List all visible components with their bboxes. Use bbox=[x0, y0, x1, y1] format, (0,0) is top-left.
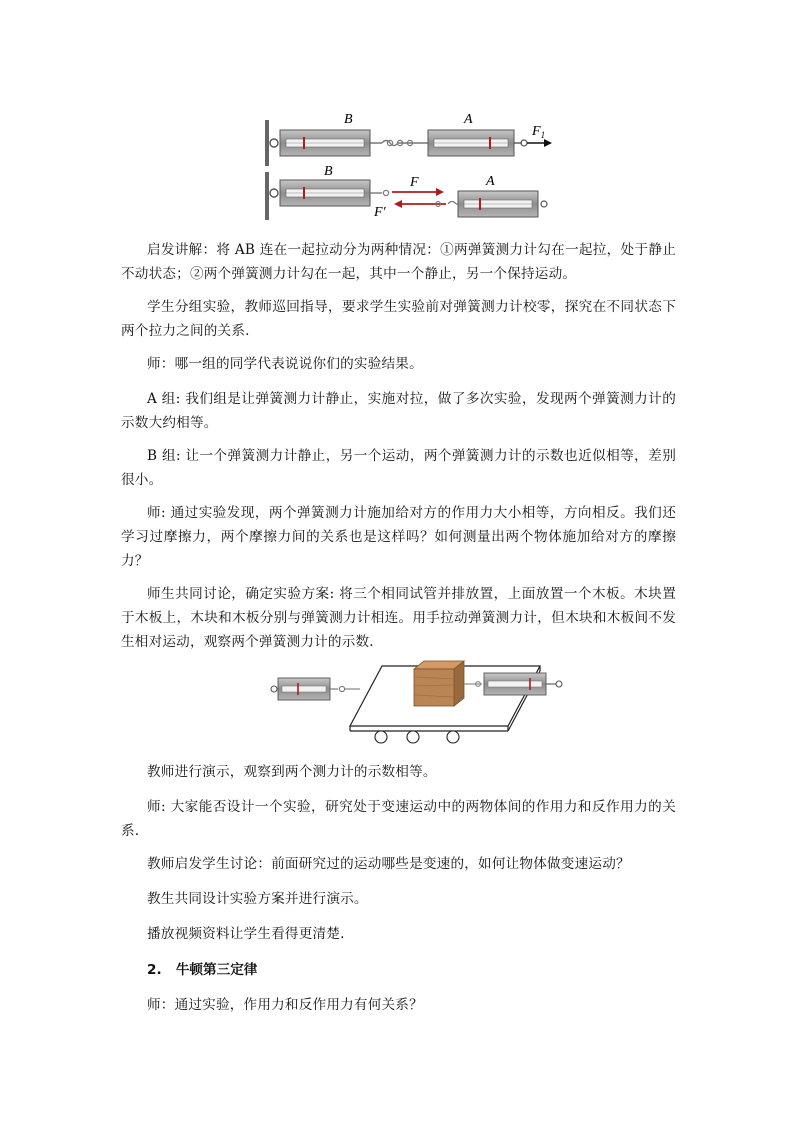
paragraph-heuristic: 启发讲解：将 AB 连在一起拉动分为两种情况：①两弹簧测力计勾在一起拉，处于静止不动状态；②两个弹簧测力计勾在一起，其中一个静止，另一个保持运动。 bbox=[121, 242, 676, 282]
label-a-row2: A bbox=[486, 174, 495, 189]
friction-experiment-figure bbox=[268, 660, 578, 748]
wall-2 bbox=[265, 172, 269, 220]
paragraph-group-a: A 组: 我们组是让弹簧测力计静止，实施对拉，做了多次实验，发现两个弹簧测力计的示数大约相等。 bbox=[121, 391, 676, 431]
section-number: 2. bbox=[147, 962, 162, 978]
balance-row-2 bbox=[265, 164, 547, 220]
paragraph-joint-design: 教生共同设计实验方案并进行演示。 bbox=[147, 891, 368, 907]
label-f: F bbox=[410, 175, 419, 190]
paragraph-design-question: 师: 大家能否设计一个实验，研究处于变速运动中的两物体间的作用力和反作用力的关系. bbox=[121, 799, 676, 839]
test-tubes bbox=[375, 731, 462, 743]
spring-balance-a-1 bbox=[428, 130, 514, 156]
paragraph-demo: 教师进行演示，观察到两个测力计的示数相等。 bbox=[147, 764, 437, 780]
spring-balance-left bbox=[271, 678, 360, 700]
paragraph-group-experiment: 学生分组实验，教师巡回指导，要求学生实验前对弹簧测力计校零，探究在不同状态下两个拉力之间的关系. bbox=[121, 299, 676, 339]
label-f1: F bbox=[532, 124, 541, 139]
paragraph-teacher-ask: 师：哪一组的同学代表说说你们的实验结果。 bbox=[147, 356, 423, 372]
spring-balance-figure bbox=[258, 108, 558, 223]
label-a-row1: A bbox=[464, 112, 473, 127]
paragraph-plan: 师生共同讨论，确定实验方案: 将三个相同试管并排放置，上面放置一个木板。木块置于木板上，木块和木板分别与弹簧测力计相连。用手拉动弹簧测力计，但木块和木板间不发生相对运动，观察两个弹簧测力计的示数. bbox=[121, 586, 676, 650]
balance-row-1 bbox=[265, 112, 552, 166]
wooden-block bbox=[414, 661, 464, 706]
paragraph-video: 播放视频资料让学生看得更清楚. bbox=[147, 926, 345, 942]
section-heading bbox=[147, 958, 257, 978]
wall-1 bbox=[265, 120, 269, 166]
section-title: 牛顿第三定律 bbox=[175, 962, 258, 978]
spring-balance-b-1 bbox=[280, 130, 370, 156]
paragraph-group-b: B 组: 让一个弹簧测力计静止，另一个运动，两个弹簧测力计的示数也近似相等，差别很小。 bbox=[121, 448, 676, 488]
spring-balance-a-2 bbox=[458, 191, 538, 217]
paragraph-discussion: 教师启发学生讨论：前面研究过的运动哪些是变速的，如何让物体做变速运动？ bbox=[147, 856, 630, 872]
paragraph-final-question: 师：通过实验，作用力和反作用力有何关系？ bbox=[147, 997, 423, 1013]
svg-text:F1 bbox=[531, 124, 545, 140]
label-f1-subscript: 1 bbox=[540, 130, 546, 140]
label-b-row1: B bbox=[344, 112, 353, 127]
label-b-row2: B bbox=[324, 164, 333, 179]
label-f-prime: F′ bbox=[374, 205, 386, 220]
spring-balance-b-2 bbox=[280, 180, 370, 206]
paragraph-teacher-summary: 师: 通过实验发现，两个弹簧测力计施加给对方的作用力大小相等，方向相反。我们还学习过摩擦力，两个摩擦力间的关系也是这样吗？如何测量出两个物体施加给对方的摩擦力？ bbox=[121, 505, 676, 569]
